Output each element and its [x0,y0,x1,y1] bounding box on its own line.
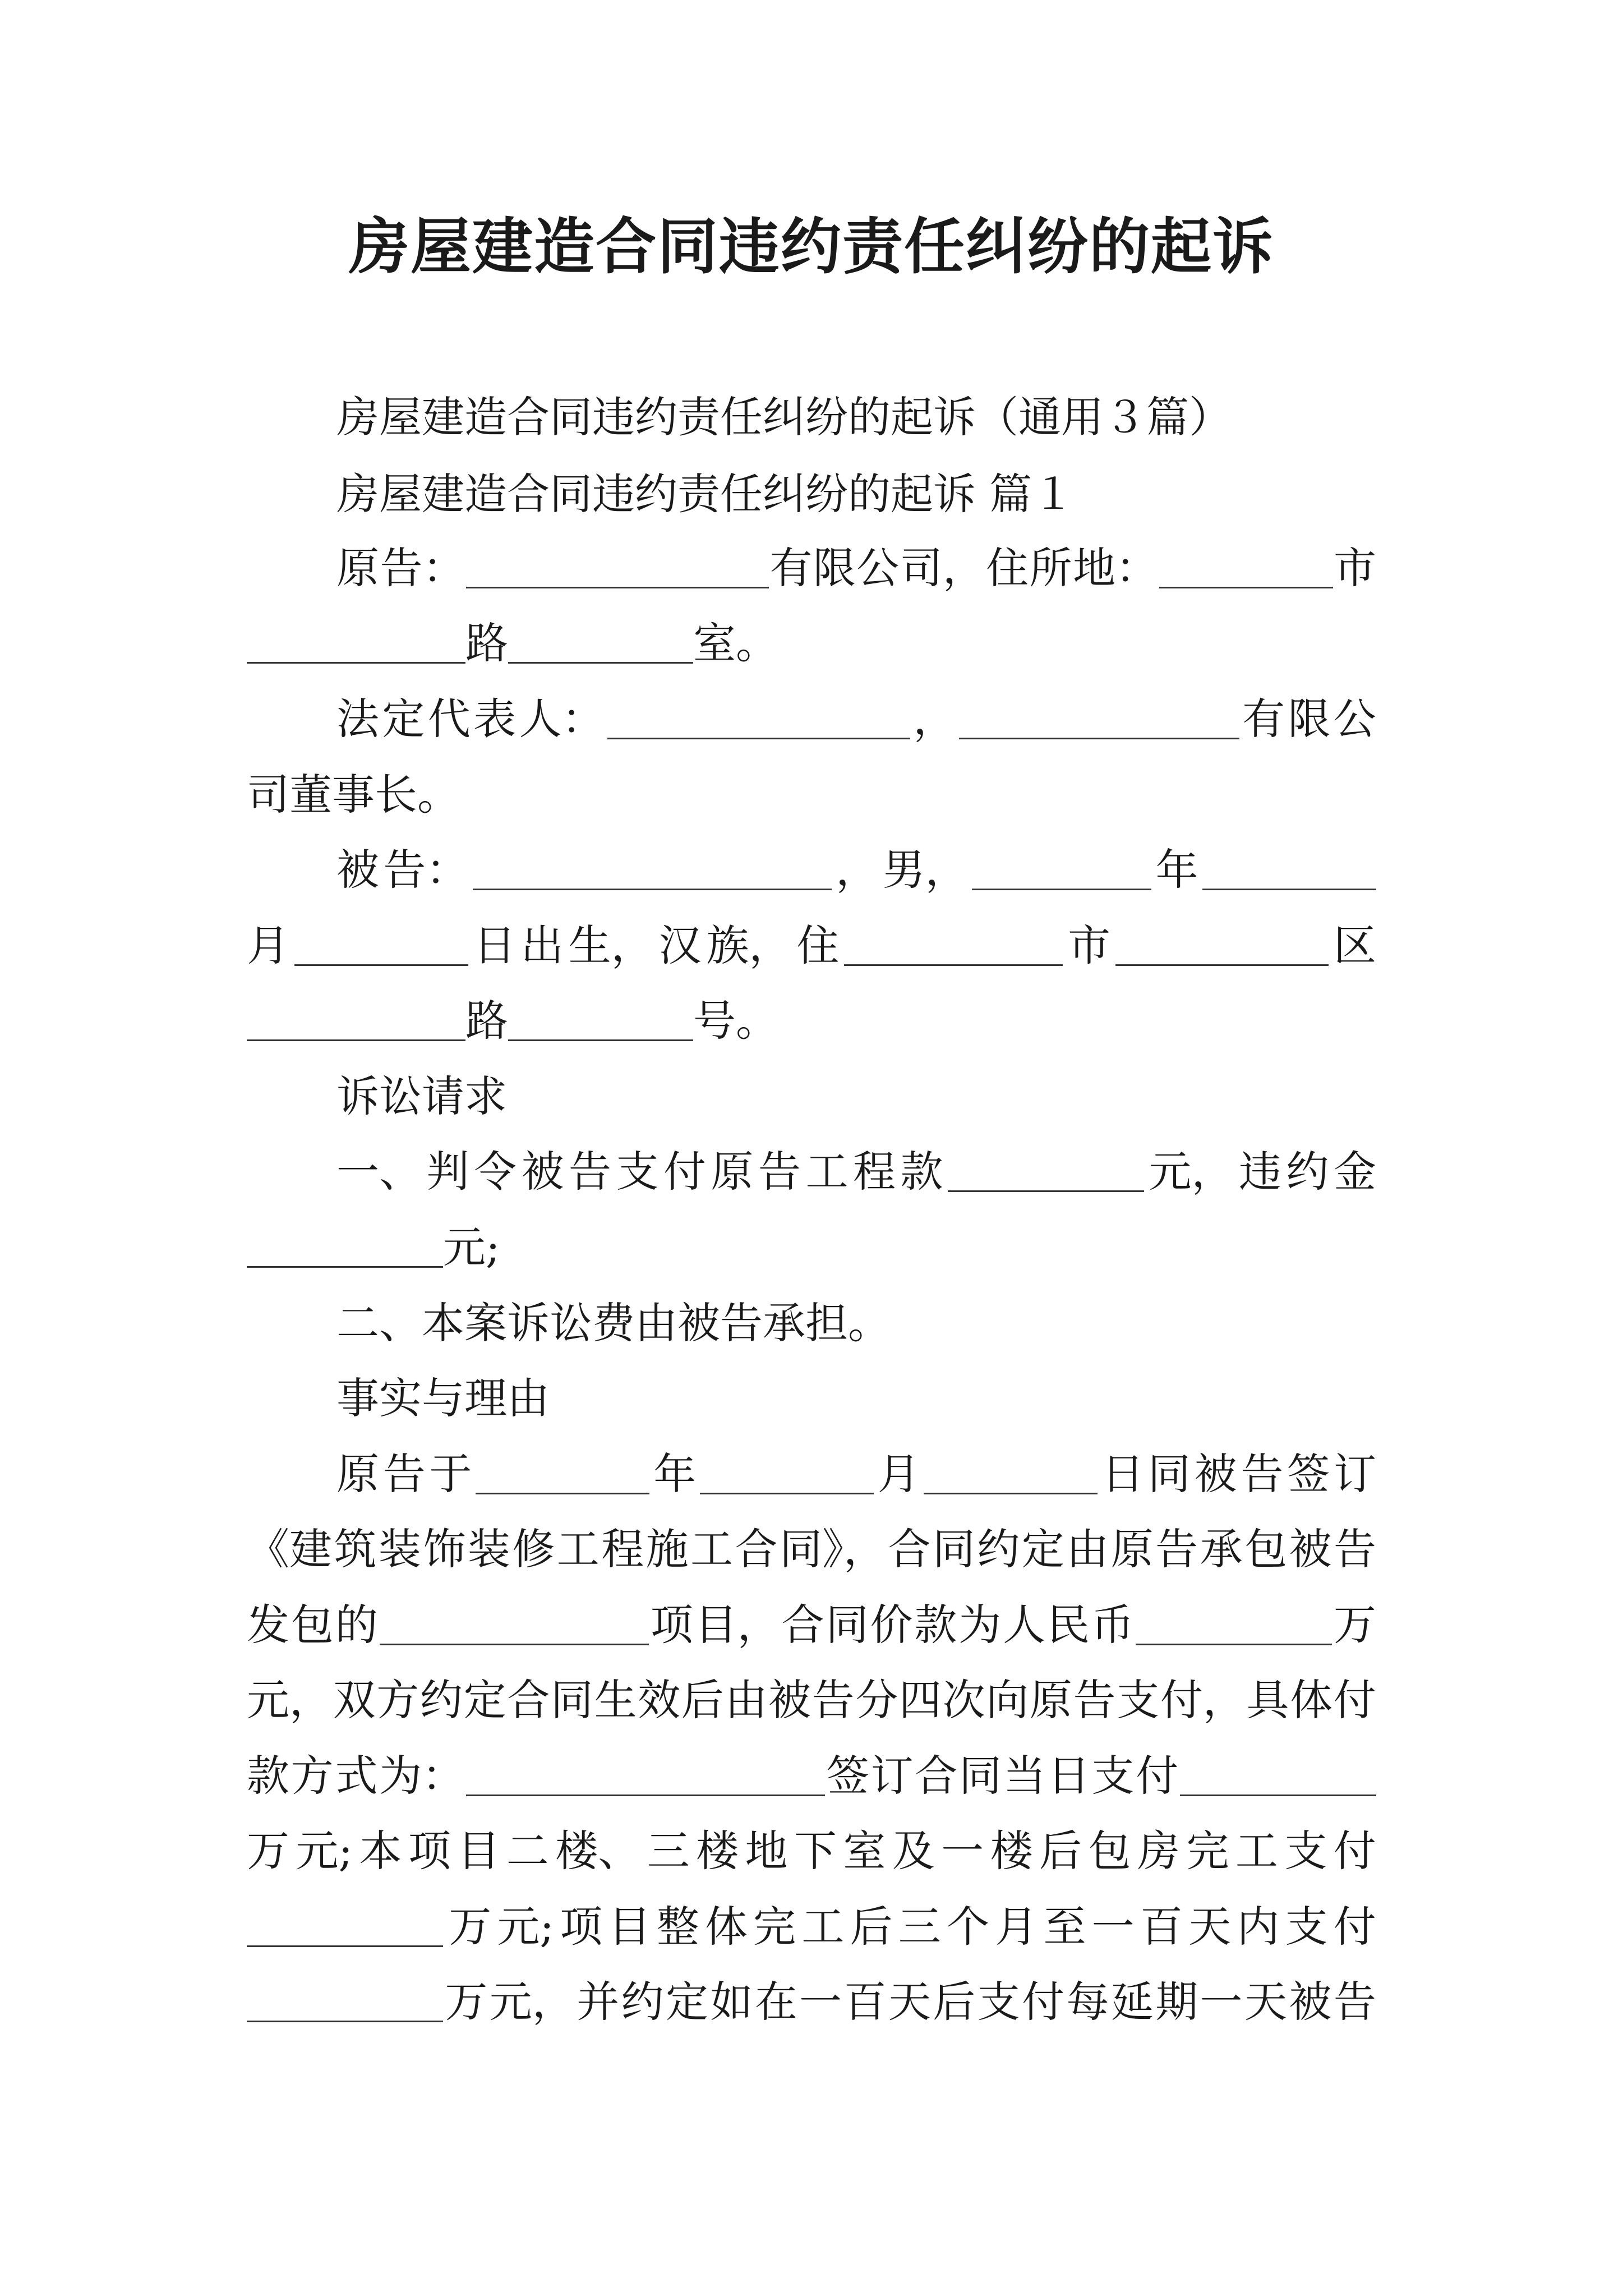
text-segment: 整 [656,1902,699,1952]
text-segment: 式 [335,1751,378,1801]
text-segment: 生 [594,1675,637,1725]
text-segment: 签 [826,1751,869,1801]
fill-in-blank[interactable] [294,921,468,966]
text-segment: 年 [653,1449,697,1499]
text-segment: 支 [1117,1675,1160,1725]
text-segment: 民 [1047,1600,1090,1650]
text-segment: 合 [735,1524,778,1574]
text-segment: 区 [1333,921,1376,970]
text-segment: 一 [941,1826,984,1876]
text-segment: 限 [813,543,856,593]
text-segment: 年 [1155,845,1198,895]
text-segment: 合 [781,1600,824,1650]
text-segment: 住 [796,921,840,970]
text-segment: 楼、 [555,1826,641,1876]
text-segment: 后 [933,1977,976,2027]
text-segment: 合 [888,1524,931,1574]
text-segment: ， [913,694,956,744]
text-segment: 项 [650,1600,693,1650]
text-segment: 有 [1242,694,1285,744]
text-segment: 告 [569,1147,611,1197]
text-segment: 地： [1073,543,1159,593]
text-segment: 后 [681,1675,724,1725]
text-line-rep-1 [336,680,1376,757]
text-segment: 约 [621,1977,664,2027]
text-segment: 为 [958,1600,1002,1650]
text-segment: 具 [1246,1675,1289,1725]
text-segment: 男， [882,845,968,895]
text-segment: 定 [463,1675,506,1725]
text-line-facts-heading [336,1360,1376,1437]
fill-in-blank[interactable] [972,845,1151,890]
text-segment: 日 [1047,1751,1090,1801]
text-segment: 约 [1286,1147,1329,1197]
text-segment: 金 [1334,1147,1376,1197]
text-segment: 项 [408,1826,451,1876]
text-segment: 内 [1237,1902,1280,1952]
text-segment: 价 [870,1600,913,1650]
text-segment: 币 [1091,1600,1134,1650]
text-line-heading-1 [336,455,1376,532]
text-segment: 房屋建造合同违约责任纠纷的起诉 篇１ [336,469,1075,519]
text-line-claims-heading [336,1058,1376,1135]
text-line-facts-4 [247,1662,1376,1738]
text-segment: 生， [568,921,654,970]
text-segment: 合 [507,1675,550,1725]
text-segment: 被 [1289,1524,1332,1574]
text-segment: 同 [550,1675,593,1725]
text-segment: 筑 [334,1524,377,1574]
fill-in-blank[interactable] [508,996,693,1041]
text-segment: 有 [769,543,813,593]
text-segment: 一 [1091,1902,1135,1952]
text-line-facts-5 [247,1737,1376,1814]
text-segment: 楼 [990,1826,1033,1876]
text-segment: 事实与理由 [336,1373,550,1423]
text-line-defendant-2 [247,907,1376,984]
text-line-facts-3 [247,1586,1376,1663]
text-segment: 当 [1003,1751,1046,1801]
text-segment: 公 [1333,694,1376,744]
text-segment: 包 [1088,1826,1131,1876]
text-line-facts-8 [247,1963,1376,2040]
text-segment: 定 [1021,1524,1064,1574]
text-segment: 房屋建造合同违约责任纠纷的起诉（通用３篇） [336,392,1232,442]
text-segment: 后 [1039,1826,1082,1876]
text-segment: 饰 [423,1524,466,1574]
text-segment: 支 [616,1147,659,1197]
text-segment: 订 [870,1751,914,1801]
text-segment: 住 [986,543,1029,593]
text-segment: 司董事长。 [247,770,460,820]
text-segment: 支 [1285,1902,1328,1952]
text-segment: 支 [1284,1826,1327,1876]
fill-in-blank[interactable] [607,694,910,739]
text-segment: 万 [1333,1600,1376,1650]
fill-in-blank[interactable] [1136,1600,1332,1645]
text-segment: 一、 [336,1147,422,1197]
text-segment: 楼 [696,1826,739,1876]
text-segment: 效 [638,1675,681,1725]
text-segment: 装 [378,1524,421,1574]
text-line-claim-1a [336,1133,1376,1210]
text-segment: 每 [1066,1977,1109,2027]
text-segment: 四 [898,1675,942,1725]
text-segment: 目 [457,1826,500,1876]
text-segment: 期 [1155,1977,1198,2027]
text-segment: 人 [1003,1600,1046,1650]
text-segment: 约 [419,1675,463,1725]
text-line-claim-2 [336,1285,1376,1361]
fill-in-blank[interactable] [700,1449,874,1494]
text-segment: 及 [892,1826,935,1876]
text-segment: 后 [850,1902,893,1952]
text-segment: 定 [665,1977,708,2027]
text-segment: 号。 [693,996,778,1046]
text-segment: 元; [443,1222,500,1272]
text-segment: 付 [1022,1977,1065,2027]
text-segment: 人： [519,694,605,744]
text-segment: 室 [843,1826,886,1876]
text-segment: 分 [855,1675,898,1725]
text-segment: 告 [382,1449,426,1499]
text-segment: 延 [1110,1977,1154,2027]
text-segment: 二 [506,1826,549,1876]
fill-in-blank[interactable] [948,1147,1144,1192]
text-segment: 告 [758,1147,801,1197]
text-segment: 被 [336,845,379,895]
text-segment: 诉讼请求 [336,1071,507,1121]
text-segment: 工 [801,1902,845,1952]
document-title: 房屋建造合同违约责任纠纷的起诉 [348,211,1274,282]
text-segment: 目 [608,1902,651,1952]
fill-in-blank[interactable] [844,921,1063,966]
text-line-defendant-1 [336,831,1376,908]
text-segment: 项 [560,1902,603,1952]
text-segment: 至 [1043,1902,1086,1952]
text-segment: 天 [888,1977,931,2027]
text-segment: 付 [663,1147,706,1197]
fill-in-blank[interactable] [1115,921,1329,966]
text-segment: 被 [1289,1977,1332,2027]
text-segment: 支 [1091,1751,1135,1801]
fill-in-blank[interactable] [1180,1751,1376,1796]
text-segment: 元， [489,1977,575,2027]
text-segment: 的 [335,1600,378,1650]
fill-in-blank[interactable] [476,1449,649,1494]
text-segment: 工 [805,1147,849,1197]
text-segment: 被 [521,1147,564,1197]
text-segment: 路 [465,618,508,668]
text-segment: 施 [645,1524,689,1574]
text-segment: 月 [877,1449,920,1499]
text-line-facts-1 [336,1435,1376,1512]
text-segment: 约 [977,1524,1020,1574]
text-segment: 路 [465,996,508,1046]
text-segment: 日 [1101,1449,1145,1499]
text-segment: 程 [601,1524,644,1574]
text-segment: 程 [853,1147,896,1197]
fill-in-blank[interactable] [380,1600,649,1645]
text-segment: 告 [1155,1524,1198,1574]
text-segment: 市 [1068,921,1111,970]
text-segment: 双 [333,1675,376,1725]
text-segment: 市 [1333,543,1376,593]
text-line-facts-6 [247,1812,1376,1889]
text-segment: 由 [1066,1524,1109,1574]
text-segment: 代 [427,694,471,744]
text-line-facts-7 [247,1888,1376,1965]
text-segment: 合 [915,1751,958,1801]
text-segment: 同 [1147,1449,1191,1499]
text-segment: 同 [932,1524,975,1574]
text-segment: 法 [336,694,379,744]
fill-in-blank[interactable] [924,1449,1098,1494]
text-segment: 室。 [693,618,778,668]
text-segment: 百 [1140,1902,1183,1952]
text-segment: 下 [794,1826,837,1876]
text-segment: 完 [753,1902,796,1952]
text-segment: 汉 [658,921,702,970]
fill-in-blank[interactable] [959,694,1239,739]
text-segment: 告 [811,1675,855,1725]
text-segment: 限 [1288,694,1331,744]
text-segment: 目， [694,1600,780,1650]
text-segment: 定 [382,694,425,744]
text-segment: 承 [1200,1524,1243,1574]
text-segment: 元， [247,1675,332,1725]
text-segment: 工 [556,1524,600,1574]
text-segment: 同 [826,1600,869,1650]
fill-in-blank[interactable] [473,845,832,890]
text-line-plaintiff-2 [247,605,1376,682]
text-segment: 地 [745,1826,788,1876]
text-segment: 告： [383,845,469,895]
text-segment: 万 [247,1826,289,1876]
text-segment: 付 [1333,1675,1376,1725]
text-segment: 所 [1029,543,1072,593]
text-segment: 方 [376,1675,419,1725]
text-segment: 体 [704,1902,748,1952]
text-segment: 司， [900,543,985,593]
text-segment: 三 [898,1902,941,1952]
text-segment: 如 [710,1977,753,2027]
text-line-defendant-3 [247,982,1376,1059]
text-segment: 违 [1239,1147,1281,1197]
text-segment: 款 [900,1147,943,1197]
text-segment: 元; [497,1902,555,1952]
text-segment: 包 [1244,1524,1288,1574]
text-segment: 方 [291,1751,334,1801]
text-segment: 万 [449,1902,492,1952]
text-segment: 为： [379,1751,465,1801]
fill-in-blank[interactable] [508,618,693,664]
text-segment: 同 [959,1751,1002,1801]
text-segment: 房 [1137,1826,1181,1876]
text-segment: 工 [690,1524,734,1574]
fill-in-blank[interactable] [466,543,769,588]
text-segment: 付 [1333,1826,1376,1876]
text-segment: 告 [1073,1675,1116,1725]
text-segment: 月 [247,921,289,970]
text-segment: 被 [768,1675,811,1725]
text-segment: 付 [1333,1902,1376,1952]
text-line-plaintiff-1 [336,530,1376,606]
text-segment: 原 [336,543,379,593]
text-segment: 包 [291,1600,334,1650]
text-segment: 订 [1333,1449,1376,1499]
text-segment: 在 [754,1977,797,2027]
text-segment: 族， [706,921,792,970]
text-segment: 签 [1287,1449,1330,1499]
text-segment: 二、本案诉讼费由被告承担。 [336,1298,891,1348]
text-segment: 判 [426,1147,469,1197]
text-segment: 表 [473,694,517,744]
fill-in-blank[interactable] [247,618,465,664]
text-segment: 向 [986,1675,1029,1725]
text-segment: 次 [942,1675,985,1725]
text-segment: 万 [445,1977,488,2027]
text-segment: 令 [474,1147,517,1197]
fill-in-blank[interactable] [247,996,465,1041]
text-segment: 装 [467,1524,510,1574]
text-segment: 原 [336,1449,379,1499]
text-segment: 元， [1149,1147,1234,1197]
text-segment: 同》， [779,1524,886,1574]
text-segment: 完 [1186,1826,1229,1876]
text-segment: 《建 [247,1524,332,1574]
fill-in-blank[interactable] [1202,845,1376,890]
text-segment: 修 [512,1524,555,1574]
text-segment: ， [836,845,879,895]
text-segment: 支 [977,1977,1020,2027]
text-line-rep-2 [247,756,1376,833]
text-segment: 天 [1188,1902,1232,1952]
text-segment: 工 [1235,1826,1278,1876]
text-segment: 被 [1194,1449,1237,1499]
text-segment: 天 [1244,1977,1288,2027]
text-segment: 元; [296,1826,353,1876]
text-segment: 告 [1241,1449,1284,1499]
text-segment: 由 [725,1675,768,1725]
text-segment: 三 [647,1826,690,1876]
text-segment: 发 [247,1600,289,1650]
text-segment: 告 [1333,1524,1376,1574]
text-segment: 款 [914,1600,957,1650]
text-segment: 原 [1110,1524,1154,1574]
text-line-subtitle [336,379,1376,455]
text-segment: 于 [429,1449,472,1499]
text-segment: 并 [577,1977,620,2027]
fill-in-blank[interactable] [1159,543,1333,588]
text-segment: 告 [1333,1977,1376,2027]
text-segment: 原 [711,1147,754,1197]
text-segment: 款 [247,1751,289,1801]
text-segment: 本 [359,1826,402,1876]
text-segment: 告： [380,543,465,593]
text-segment: 百 [843,1977,887,2027]
text-segment: 个 [947,1902,990,1952]
text-line-claim-1b [247,1209,1376,1286]
text-segment: 一 [1200,1977,1243,2027]
text-segment: 出 [520,921,564,970]
fill-in-blank[interactable] [247,1222,443,1268]
text-segment: 日 [473,921,516,970]
text-line-facts-2 [247,1511,1376,1588]
fill-in-blank[interactable] [247,1902,443,1947]
text-segment: 一 [799,1977,842,2027]
text-segment: 公 [856,543,900,593]
text-segment: 体 [1290,1675,1333,1725]
text-segment: 付， [1160,1675,1246,1725]
text-segment: 付 [1136,1751,1179,1801]
fill-in-blank[interactable] [247,1977,443,2022]
fill-in-blank[interactable] [466,1751,825,1796]
text-segment: 月 [995,1902,1038,1952]
text-segment: 原 [1029,1675,1072,1725]
